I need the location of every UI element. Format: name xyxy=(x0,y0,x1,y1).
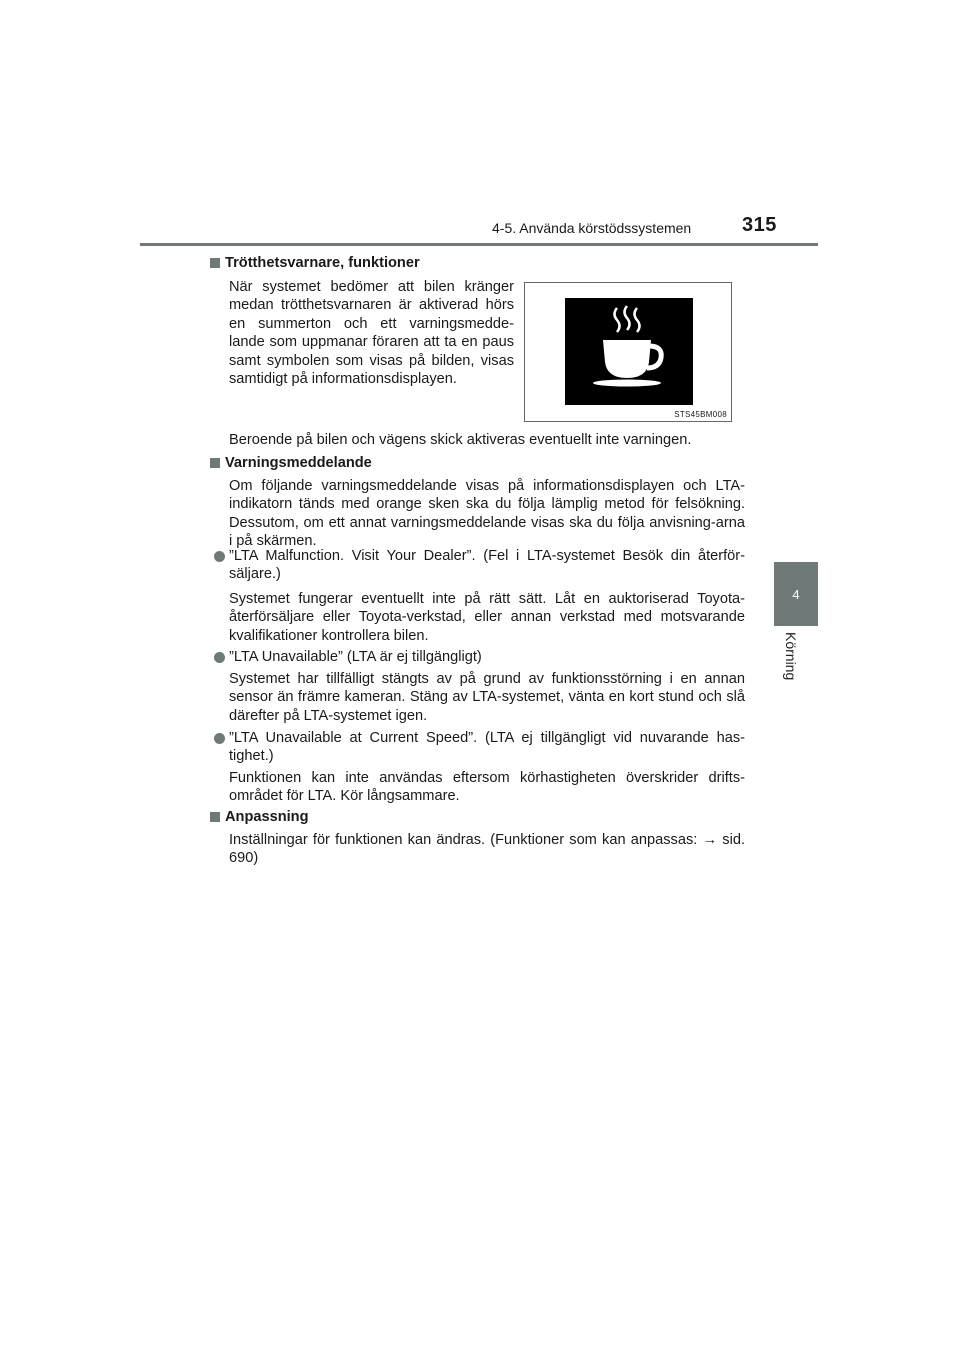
warnings-intro: Om följande varningsmeddelande visas på informationsdisplayen och LTA-indikatorn tänds med orange sken ska du följa lämplig metod för felsökning. Dessutom, om ett annat varningsmeddelande visas ska du följa anvisning-arna i på skärmen. xyxy=(229,478,745,550)
square-bullet-icon xyxy=(210,258,220,268)
square-bullet-icon xyxy=(210,458,220,468)
fatigue-figure xyxy=(524,282,732,422)
fatigue-note: Beroende på bilen och vägens skick aktiveras eventuellt inte varningen. xyxy=(229,432,692,448)
coffee-cup-icon xyxy=(565,298,693,405)
list-item-title: ”LTA Unavailable” (LTA är ej tillgängligt) xyxy=(229,649,482,665)
header-divider xyxy=(140,243,818,246)
list-item xyxy=(214,648,745,666)
list-item-text: Systemet fungerar eventuellt inte på rätt sätt. Låt en auktoriserad Toyota-återförsäljare eller Toyota-verkstad, eller annan verkstad med motsvarande kvalifikationer kontrollera bilen. xyxy=(229,591,745,644)
list-item xyxy=(214,729,745,766)
list-item-title: ”LTA Malfunction. Visit Your Dealer”. (Fel i LTA-systemet Besök din återför-säljare.) xyxy=(229,548,745,583)
customization-text: Inställningar för funktionen kan ändras. (Funktioner som kan anpassas: → sid. 690) xyxy=(229,832,745,867)
chapter-label: Körning xyxy=(783,632,799,681)
square-bullet-icon xyxy=(210,812,220,822)
customization-heading: Anpassning xyxy=(210,809,309,825)
round-bullet-icon xyxy=(214,551,225,562)
list-item xyxy=(214,547,745,584)
list-item-text: Systemet har tillfälligt stängts av på grund av funktionsstörning i en annan sensor än främre kameran. Stäng av LTA-systemet, vänta en kort stund och slå därefter på LTA-systemet igen. xyxy=(229,671,745,724)
page-number: 315 xyxy=(742,214,777,236)
list-item-text: Funktionen kan inte användas eftersom körhastigheten överskrider drifts-området för LTA. Kör långsammare. xyxy=(229,770,745,805)
chapter-number: 4 xyxy=(792,586,800,602)
section-title: 4-5. Använda körstödssystemen xyxy=(492,220,692,236)
figure-background xyxy=(565,298,693,405)
fatigue-intro: När systemet bedömer att bilen kränger medan trötthetsvarnaren är aktiverad hörs en summerton och ett varningsmedde-lande som uppmanar föraren att ta en paus samt symbolen som visas på bilden, visas samtidigt på informationsdisplayen. xyxy=(229,279,514,388)
fatigue-heading: Trötthetsvarnare, funktioner xyxy=(210,255,420,271)
warnings-heading: Varningsmeddelande xyxy=(210,455,372,471)
round-bullet-icon xyxy=(214,733,225,744)
figure-code: STS45BM008 xyxy=(674,410,727,419)
list-item-title: ”LTA Unavailable at Current Speed”. (LTA ej tillgängligt vid nuvarande has-tighet.) xyxy=(229,730,745,765)
chapter-tab xyxy=(774,562,818,626)
round-bullet-icon xyxy=(214,652,225,663)
